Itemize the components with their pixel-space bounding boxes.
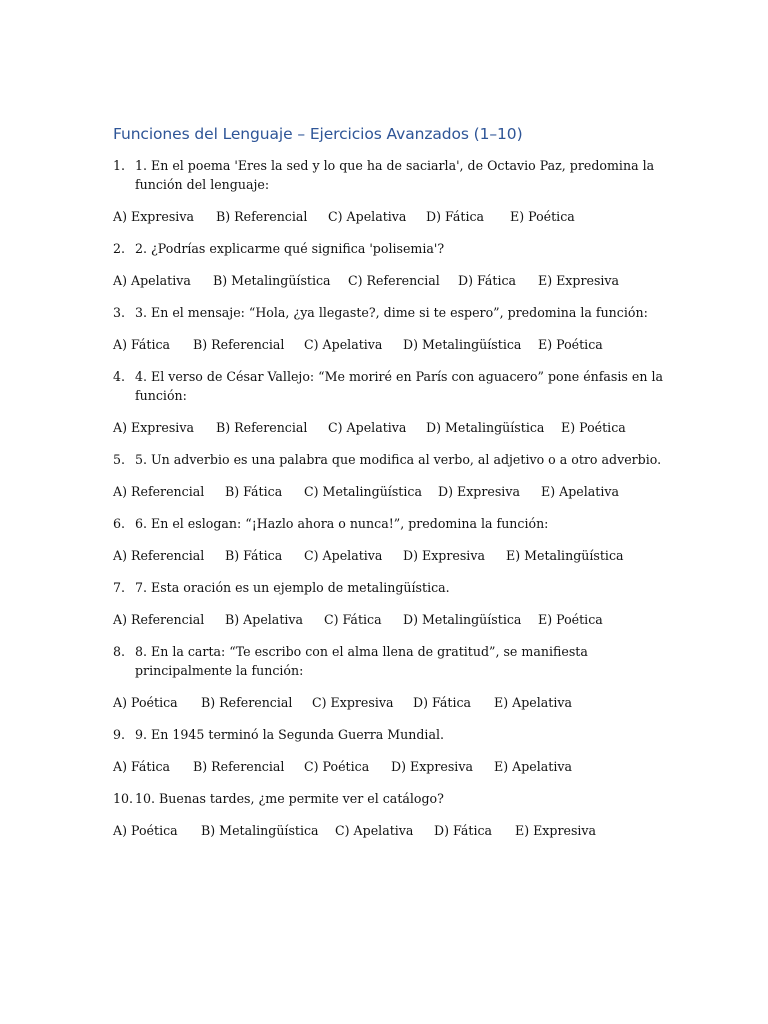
answer-option: A) Fática xyxy=(113,337,171,352)
answer-option: B) Referencial xyxy=(216,209,308,224)
question-text: 9. En 1945 terminó la Segunda Guerra Mundial. xyxy=(135,727,444,742)
question-number: 5. xyxy=(113,452,126,467)
answer-option: C) Metalingüística xyxy=(304,484,422,499)
answer-option: B) Referencial xyxy=(193,759,285,774)
answer-option: E) Poética xyxy=(510,209,575,224)
answer-option: D) Metalingüística xyxy=(403,337,522,352)
question-5 xyxy=(113,450,673,469)
question-list xyxy=(113,156,673,840)
answer-option: B) Fática xyxy=(225,548,283,563)
document-title: Funciones del Lenguaje – Ejercicios Avanzados (1–10) xyxy=(113,125,523,143)
answer-option: A) Referencial xyxy=(113,484,205,499)
answer-option: A) Expresiva xyxy=(113,420,194,435)
question-9 xyxy=(113,725,673,744)
answer-option: C) Apelativa xyxy=(335,823,414,838)
answer-options-4 xyxy=(113,418,673,437)
question-number: 6. xyxy=(113,516,126,531)
answer-option: B) Metalingüística xyxy=(213,273,331,288)
answer-option: C) Referencial xyxy=(348,273,440,288)
question-number: 2. xyxy=(113,241,126,256)
answer-option: E) Apelativa xyxy=(494,759,572,774)
answer-option: E) Metalingüística xyxy=(506,548,624,563)
answer-option: C) Apelativa xyxy=(304,337,383,352)
answer-option: A) Poética xyxy=(113,695,178,710)
answer-option: E) Poética xyxy=(561,420,626,435)
answer-options-7 xyxy=(113,610,673,629)
answer-option: C) Poética xyxy=(304,759,370,774)
question-10 xyxy=(113,789,673,808)
answer-option: D) Metalingüística xyxy=(426,420,545,435)
answer-option: D) Metalingüística xyxy=(403,612,522,627)
answer-option: D) Fática xyxy=(426,209,485,224)
question-number: 3. xyxy=(113,305,126,320)
question-text: 1. En el poema 'Eres la sed y lo que ha de saciarla', de Octavio Paz, predomina la función del lenguaje: xyxy=(135,158,655,192)
question-4 xyxy=(113,367,673,405)
answer-option: A) Poética xyxy=(113,823,178,838)
question-number: 9. xyxy=(113,727,126,742)
question-text: 6. En el eslogan: “¡Hazlo ahora o nunca!”, predomina la función: xyxy=(135,516,549,531)
question-text: 4. El verso de César Vallejo: “Me moriré en París con aguacero” pone énfasis en la función: xyxy=(135,369,663,403)
answer-option: E) Poética xyxy=(538,337,603,352)
answer-option: E) Poética xyxy=(538,612,603,627)
answer-options-1 xyxy=(113,207,673,226)
question-number: 8. xyxy=(113,644,126,659)
answer-option: B) Fática xyxy=(225,484,283,499)
answer-option: E) Apelativa xyxy=(541,484,619,499)
answer-option: E) Expresiva xyxy=(515,823,597,838)
question-8 xyxy=(113,642,673,680)
answer-option: C) Expresiva xyxy=(312,695,394,710)
answer-option: E) Apelativa xyxy=(494,695,572,710)
answer-options-2 xyxy=(113,271,673,290)
question-3 xyxy=(113,303,673,322)
answer-option: B) Referencial xyxy=(193,337,285,352)
answer-option: E) Expresiva xyxy=(538,273,620,288)
answer-options-8 xyxy=(113,693,673,712)
answer-option: C) Apelativa xyxy=(328,209,407,224)
answer-options-6 xyxy=(113,546,673,565)
question-6 xyxy=(113,514,673,533)
answer-option: D) Fática xyxy=(434,823,493,838)
answer-option: B) Metalingüística xyxy=(201,823,319,838)
question-2 xyxy=(113,239,673,258)
answer-option: C) Apelativa xyxy=(328,420,407,435)
answer-option: A) Fática xyxy=(113,759,171,774)
answer-option: C) Apelativa xyxy=(304,548,383,563)
question-7 xyxy=(113,578,673,597)
answer-option: B) Referencial xyxy=(216,420,308,435)
answer-option: C) Fática xyxy=(324,612,382,627)
question-number: 7. xyxy=(113,580,126,595)
answer-options-3 xyxy=(113,335,673,354)
question-text: 7. Esta oración es un ejemplo de metalingüística. xyxy=(135,580,450,595)
answer-option: A) Expresiva xyxy=(113,209,194,224)
answer-option: D) Expresiva xyxy=(391,759,473,774)
answer-options-5 xyxy=(113,482,673,501)
answer-option: A) Referencial xyxy=(113,548,205,563)
question-text: 2. ¿Podrías explicarme qué significa 'polisemia'? xyxy=(135,241,445,256)
answer-option: A) Referencial xyxy=(113,612,205,627)
answer-option: D) Fática xyxy=(413,695,472,710)
question-number: 4. xyxy=(113,369,126,384)
answer-option: D) Expresiva xyxy=(403,548,485,563)
question-text: 5. Un adverbio es una palabra que modifica al verbo, al adjetivo o a otro adverbio. xyxy=(135,452,662,467)
question-text: 8. En la carta: “Te escribo con el alma llena de gratitud”, se manifiesta principalmente la función: xyxy=(135,644,588,678)
question-text: 10. Buenas tardes, ¿me permite ver el catálogo? xyxy=(135,791,444,806)
question-text: 3. En el mensaje: “Hola, ¿ya llegaste?, dime si te espero”, predomina la función: xyxy=(135,305,648,320)
document-page xyxy=(113,120,673,853)
answer-option: A) Apelativa xyxy=(113,273,191,288)
answer-option: D) Expresiva xyxy=(438,484,520,499)
question-1 xyxy=(113,156,673,194)
question-number: 1. xyxy=(113,158,126,173)
answer-options-10 xyxy=(113,821,673,840)
answer-option: D) Fática xyxy=(458,273,517,288)
question-number: 10. xyxy=(113,791,134,806)
answer-option: B) Referencial xyxy=(201,695,293,710)
answer-options-9 xyxy=(113,757,673,776)
answer-option: B) Apelativa xyxy=(225,612,304,627)
